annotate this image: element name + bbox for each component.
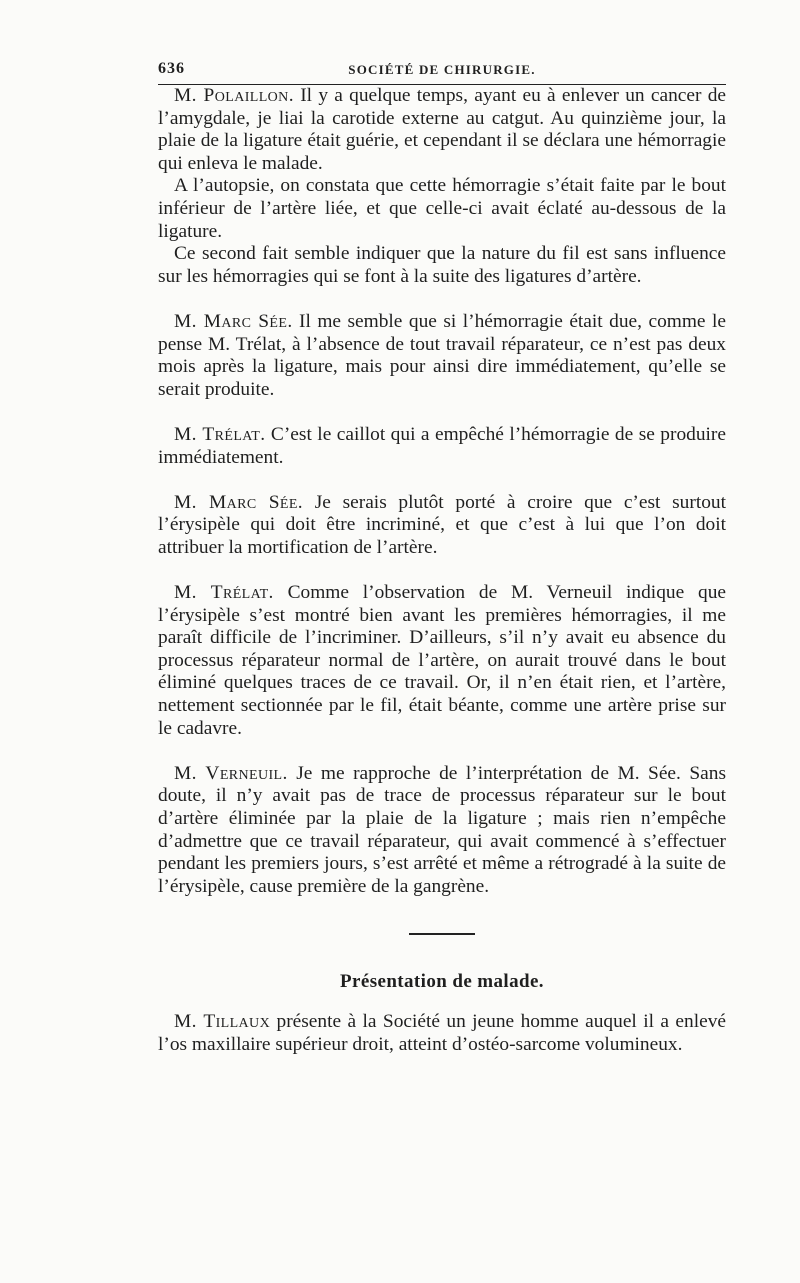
paragraph-text: Je serais plutôt porté à croire que c’est surtout l’érysipèle qui doit être incriminé, et que c’est à lui que l’on doit attribuer la mortification de l’artère. (158, 491, 726, 558)
paragraph-second-fait (158, 243, 726, 288)
speaker-name: M. Verneuil. (174, 762, 288, 784)
paragraph-text: A l’autopsie, on constata que cette hémorragie s’était faite par le bout inférieur de l’artère liée, et que celle-ci avait éclaté au-dessous de la ligature. (158, 175, 726, 242)
paragraph-text: Ce second fait semble indiquer que la nature du fil est sans influence sur les hémorragies qui se font à la suite des ligatures d’artère. (158, 243, 726, 287)
paragraph-autopsie (158, 175, 726, 243)
paragraph-polaillon (158, 85, 726, 175)
section-title: Présentation de malade. (340, 971, 544, 993)
speaker-name: M. Polaillon. (174, 85, 294, 106)
paragraph-text: présente à la Société un jeune homme auquel il a enlevé l’os maxillaire supérieur droit, atteint d’ostéo-sarcome volumineux. (158, 1010, 727, 1055)
paragraph-text: Je me rapproche de l’interprétation de M. Sée. Sans doute, il n’y avait pas de trace de processus réparateur sur le bout d’artère éliminée par la plaie de la ligature ; mais rien n’empêche d’admettre que ce travail réparateur, qui avait commencé à s’effectuer pendant les premiers jours, s’est arrêté et même a rétrogradé à la suite de l’érysipèle, cause première de la gangrène. (158, 762, 726, 897)
section-divider (409, 933, 475, 935)
paragraph-trelat-1 (158, 424, 726, 469)
paragraph-text: C’est le caillot qui a empêché l’hémorragie de se produire immédiatement. (158, 423, 726, 468)
paragraph-text: Comme l’observation de M. Verneuil indique que l’érysipèle s’est montré bien avant les premières hémorragies, il me paraît difficile de l’incriminer. D’ailleurs, s’il n’y avait eu absence du processus réparateur normal de l’artère, on aurait trouvé dans le bout éliminé quelques traces de ce travail. Or, il n’en était rien, et l’artère, nettement sectionnée par le fil, était béante, comme une artère prise sur le cadavre. (158, 582, 726, 739)
running-head (158, 58, 726, 85)
speaker-name: M. Marc Sée. (174, 310, 293, 332)
paragraph-text: Il me semble que si l’hémorragie était due, comme le pense M. Trélat, à l’absence de tout travail réparateur, ce n’est pas deux mois après la ligature, mais pour ainsi dire immédiatement, qu’elle se serait produite. (158, 310, 726, 400)
speaker-name: M. Marc Sée. (174, 491, 304, 513)
book-page (158, 58, 726, 1056)
paragraph-trelat-2 (158, 582, 726, 740)
speaker-name: M. Tillaux (174, 1010, 271, 1032)
body-text (158, 85, 726, 1056)
speaker-name: M. Trélat. (174, 582, 274, 604)
speaker-name: M. Trélat. (174, 423, 266, 445)
paragraph-marc-see-1 (158, 311, 726, 401)
running-title: SOCIÉTÉ DE CHIRURGIE. (348, 62, 536, 77)
paragraph-verneuil (158, 763, 726, 899)
page-number: 636 (158, 60, 185, 77)
paragraph-marc-see-2 (158, 492, 726, 560)
paragraph-tillaux (158, 1011, 726, 1056)
paragraph-text: Il y a quelque temps, ayant eu à enlever un cancer de l’amygdale, je liai la carotide externe au catgut. Au quinzième jour, la plaie de la ligature était guérie, et cependant il se déclara une hémorragie qui enleva le malade. (158, 85, 727, 174)
